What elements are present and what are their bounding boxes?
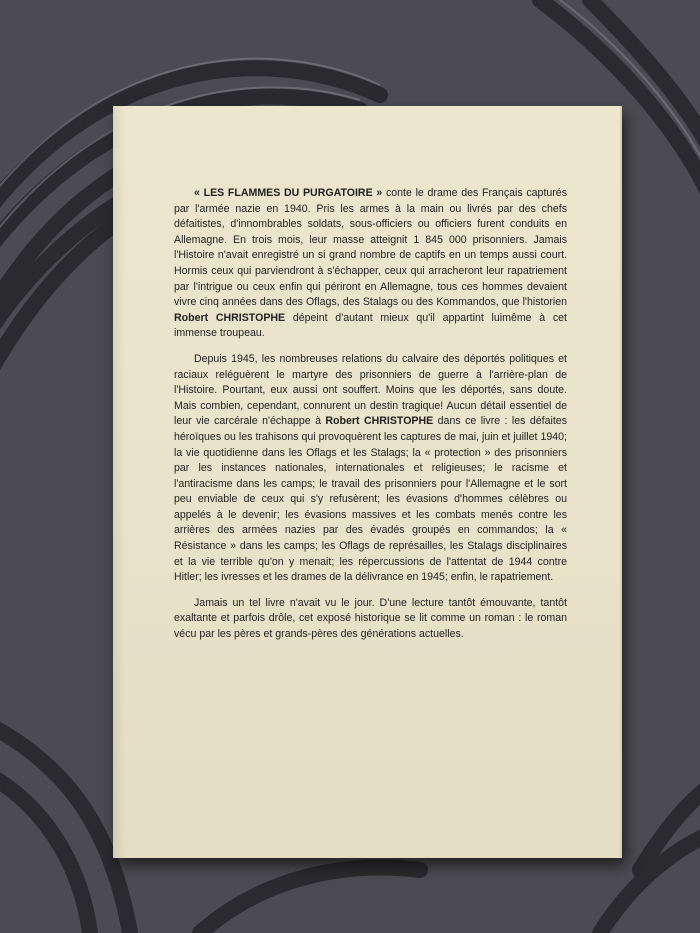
author-name: Robert CHRISTOPHE [325, 415, 434, 428]
back-cover-text [174, 186, 567, 653]
paragraph-3: Jamais un tel livre n'avait vu le jour. D'une lecture tantôt émouvante, tantôt exaltante et parfois drôle, cet exposé historique se lit comme un roman : le roman vécu par les pères et grands-pères des générations actuelles. [174, 596, 567, 641]
author-name: Robert CHRISTOPHE [174, 311, 286, 324]
paragraph-1: « LES FLAMMES DU PURGATOIRE » conte le drame des Français capturés par l'armée nazie en 1940. Pris les armes à la main ou livrés par des chefs défaitistes, d'innombrables soldats, sous-officiers ou officiers furent conduits en Allemagne. En trois mois, leur masse atteignit 1 845 000 prisonniers. Jamais l'Histoire n'avait enregistré un si grand nombre de captifs en un temps aussi court. Hormis ceux qui parviendront à s'échapper, ceux qui arracheront leur rapatriement par l'intrigue ou ceux enfin qui périront en Allemagne, tous ces hommes devaient vivre cinq années dans des Oflags, des Stalags ou des Kommandos, que l'historien Robert CHRISTOPHE dépeint d'autant mieux qu'il appartint luimême à cet immense troupeau. [174, 187, 568, 340]
book-back-cover [113, 106, 622, 858]
paragraph-2: Depuis 1945, les nombreuses relations du calvaire des déportés politiques et raciaux reléguèrent le martyre des prisonniers de guerre à l'arrière-plan de l'Histoire. Pourtant, eux aussi ont souffert. Moins que les déportés, sans doute. Mais combien, cependant, connurent un destin tragique! Aucun détail essentiel de leur vie carcérale n'échappe à Robert CHRISTOPHE dans ce livre : les défaites héroïques ou les trahisons qui provoquèrent les captures de mai, juin et juillet 1940; la vie quotidienne dans les Oflags et les Stalags; la « protection » des prisonniers par les instances nationales, internationales et religieuses; le racisme et l'antiracisme dans les camps; le travail des prisonniers pour l'Allemagne et le sort peu enviable de ceux qui s'y refusèrent; les évasions d'hommes célèbres ou appelés à le devenir; les évasions massives et les combats menés contre les arrières des armées nazies par des évadés groupés en commandos; la « Résistance » dans les camps; les Oflags de représailles, les Stalags disciplinaires et la vie terrible qu'on y menait; les répercussions de l'attentat de 1944 contre Hitler; les ivresses et les drames de la délivrance en 1945; enfin, le rapatriement. [174, 352, 567, 584]
book-title: « LES FLAMMES DU PURGATOIRE » [194, 187, 383, 199]
